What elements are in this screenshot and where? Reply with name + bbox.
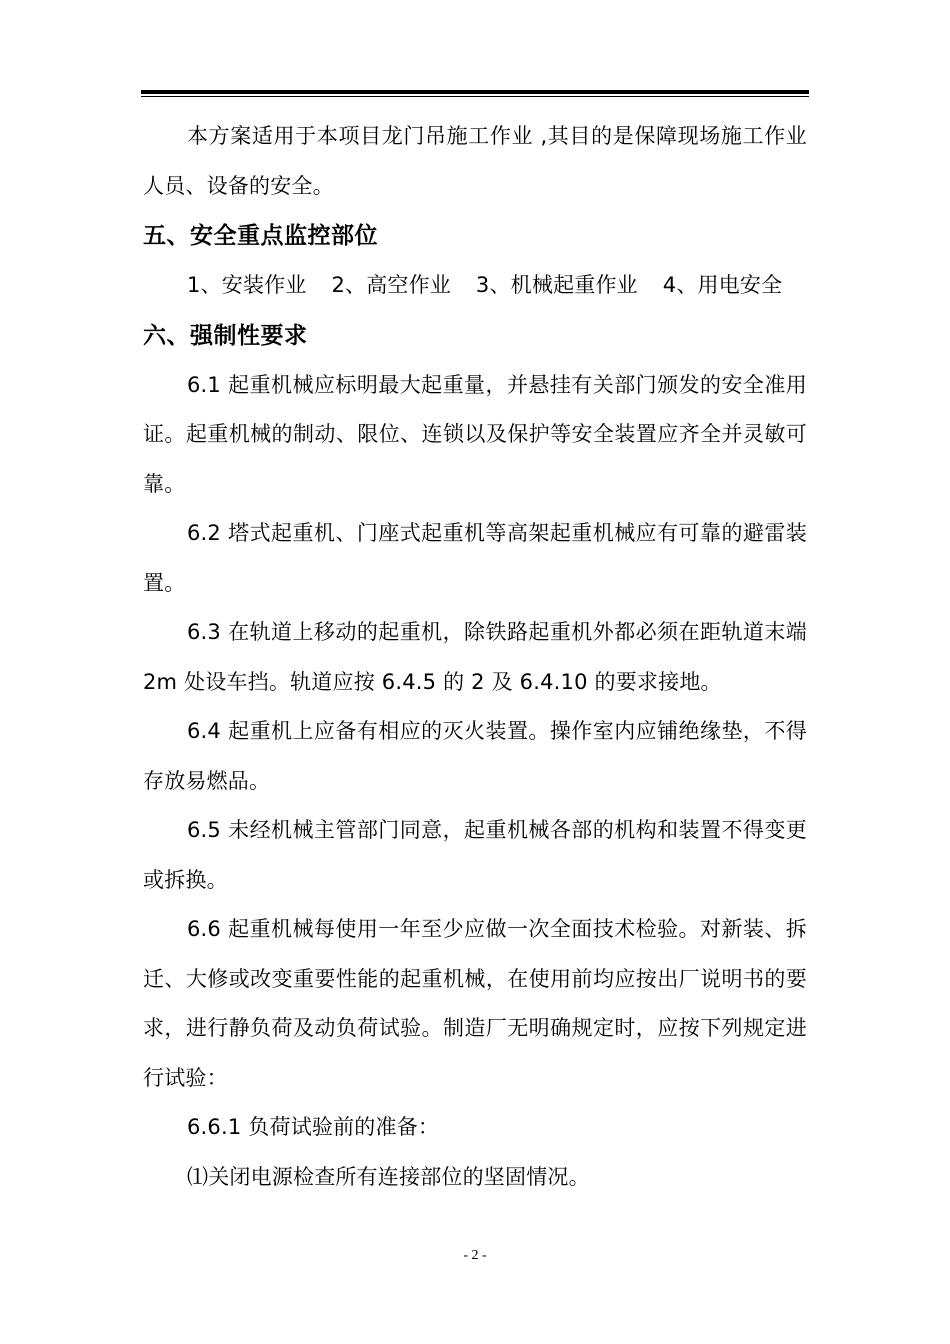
intro-paragraph: 本方案适用于本项目龙门吊施工作业 ,其目的是保障现场施工作业人员、设备的安全。 [143, 124, 807, 198]
clause-item-1: ⑴关闭电源检查所有连接部位的坚固情况。 [187, 1164, 590, 1189]
clause-6-6: 6.6 起重机械每使用一年至少应做一次全面技术检验。对新装、拆迁、大修或改变重要性能的起重机械，在使用前均应按出厂说明书的要求，进行静负荷及动负荷试验。制造厂无明确规定时，应按下列规定进行试验： [143, 917, 807, 1090]
clause-6-3: 6.3 在轨道上移动的起重机，除铁路起重机外都必须在距轨道末端 2m 处设车挡。轨道应按 6.4.5 的 2 及 6.4.10 的要求接地。 [143, 620, 807, 694]
clause-6-5: 6.5 未经机械主管部门同意，起重机械各部的机构和装置不得变更或拆换。 [143, 818, 807, 892]
clause-6-2: 6.2 塔式起重机、门座式起重机等高架起重机械应有可靠的避雷装置。 [143, 521, 807, 595]
section-heading-6: 六、强制性要求 [143, 322, 308, 349]
focus-areas-line [143, 261, 807, 311]
section-heading-5: 五、安全重点监控部位 [143, 223, 378, 249]
focus-item-4: 4、用电安全 [662, 273, 783, 297]
header-rule-thick [141, 90, 809, 94]
document-body [143, 112, 807, 1202]
clause-6-4: 6.4 起重机上应备有相应的灭火装置。操作室内应铺绝缘垫，不得存放易燃品。 [143, 719, 807, 793]
clause-6-1: 6.1 起重机械应标明最大起重量，并悬挂有关部门颁发的安全准用证。起重机械的制动、限位、连锁以及保护等安全装置应齐全并灵敏可靠。 [143, 372, 807, 496]
focus-item-2: 2、高空作业 [331, 273, 452, 297]
clause-6-6-1: 6.6.1 负荷试验前的准备： [187, 1115, 440, 1139]
focus-item-1: 1、安装作业 [187, 273, 307, 297]
focus-item-3: 3、机械起重作业 [475, 273, 638, 297]
header-rule-thin [141, 96, 809, 97]
page-number: - 2 - [463, 1248, 487, 1263]
